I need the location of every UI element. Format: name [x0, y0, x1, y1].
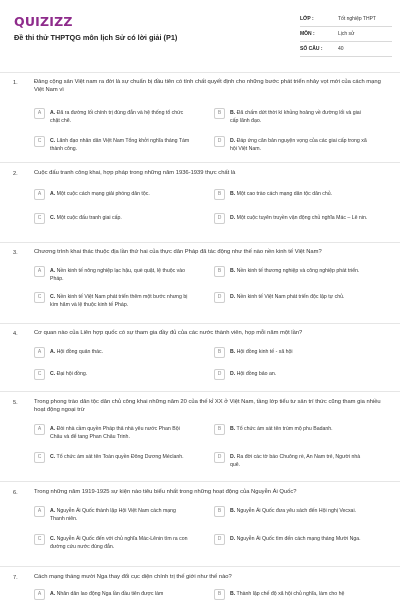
- option-letter-box: D: [214, 136, 225, 147]
- option-letter-box: B: [214, 266, 225, 277]
- option-letter-box: D: [214, 213, 225, 224]
- option-a[interactable]: A A. Hội đồng quản thác.: [34, 347, 190, 361]
- question-text: Trong phong trào dân tộc dân chủ công khai những năm 20 của thế kỉ XX ở Việt Nam, tầng lớp tiểu tư sản trí thức cũng tham gia nhiều hoạt động ngoại trừ: [34, 399, 381, 414]
- option-letter-box: B: [214, 189, 225, 200]
- divider: [0, 72, 400, 73]
- option-letter-box: A: [34, 347, 45, 358]
- question-number: 3.: [13, 250, 18, 256]
- divider: [0, 566, 400, 567]
- question-text: Cách mạng tháng mười Nga thay đổi cục diện chính trị thế giới như thế nào?: [34, 574, 232, 580]
- option-letter-box: D: [214, 292, 225, 303]
- question-text: Chương trình khai thác thuộc địa lần thứ hai của thực dân Pháp đã tác động như thế nào nền kinh tế Việt Nam?: [34, 249, 322, 255]
- option-c[interactable]: C C. Nền kinh tế Việt Nam phát triển thêm một bước nhưng bị kìm hãm và lệ thuộc kinh tế Pháp.: [34, 292, 190, 314]
- option-a[interactable]: A A. Nhân dân lao động Nga lần đầu tiên được làm: [34, 589, 190, 600]
- option-letter-box: A: [34, 189, 45, 200]
- divider: [0, 242, 400, 243]
- meta-row-class: [300, 12, 392, 27]
- option-letter-box: A: [34, 108, 45, 119]
- question-number: 6.: [13, 490, 18, 496]
- question-number: 5.: [13, 400, 18, 406]
- option-letter-box: C: [34, 369, 45, 380]
- option-letter-box: B: [214, 108, 225, 119]
- question-number: 1.: [13, 80, 18, 86]
- option-a[interactable]: A A. Đã ra đường lối chính trị đúng đắn và hệ thống tổ chức chặt chẽ.: [34, 108, 190, 132]
- question-number: 7.: [13, 575, 18, 581]
- document-title: Đề thi thử THPTQG môn lịch Sử có lời giải (P1): [14, 33, 178, 42]
- option-b[interactable]: B B. Nền kinh tế thương nghiệp và công nghiệp phát triển.: [214, 266, 370, 286]
- option-d[interactable]: D D. Hội đồng bảo an.: [214, 369, 370, 383]
- option-d[interactable]: D D. Nền kinh tế Việt Nam phát triển độc lập tự chủ.: [214, 292, 370, 314]
- option-c[interactable]: C C. Nguyễn Ái Quốc đến với chủ nghĩa Mác-Lênin tìm ra con đường cứu nước đúng đắn.: [34, 534, 190, 556]
- meta-value: Tốt nghiệp THPT: [338, 16, 376, 22]
- quizizz-logo: QUIZIZZ: [14, 14, 73, 29]
- option-a[interactable]: A A. Đòi nhà cầm quyền Pháp thả nhà yêu nước Phan Bội Châu và để tang Phan Châu Trinh.: [34, 424, 190, 446]
- option-c[interactable]: C C. Lãnh đạo nhân dân Việt Nam Tổng khởi nghĩa tháng Tám thành công.: [34, 136, 190, 160]
- question-text: Đảng cộng sản Việt nam ra đời là sự chuẩn bị đầu tiên có tính chất quyết định cho những bước phát triển nhảy vọt mới của cách mạng Việt Nam vì: [34, 79, 381, 94]
- option-letter-box: C: [34, 534, 45, 545]
- option-a[interactable]: A A. Nguyễn Ái Quốc thành lập Hội Việt Nam cách mạng Thanh niên.: [34, 506, 190, 528]
- option-b[interactable]: B B. Thành lập chế độ xã hội chủ nghĩa, làm cho hệ: [214, 589, 370, 600]
- option-letter-box: A: [34, 424, 45, 435]
- meta-value: 40: [338, 46, 344, 52]
- option-d[interactable]: D D. Đáp ứng căn bản nguyện vọng của các giai cấp trong xã hội Việt Nam.: [214, 136, 370, 160]
- meta-row-count: [300, 42, 392, 57]
- option-d[interactable]: D D. Nguyễn Ái Quốc tìm đến cách mạng tháng Mười Nga.: [214, 534, 370, 556]
- option-letter-box: B: [214, 506, 225, 517]
- option-c[interactable]: C C. Đại hội đồng.: [34, 369, 190, 383]
- option-letter-box: A: [34, 506, 45, 517]
- meta-value: Lịch sử: [338, 31, 355, 37]
- divider: [0, 323, 400, 324]
- question-text: Cuộc đấu tranh công khai, hợp pháp trong những năm 1936-1939 thực chất là: [34, 170, 236, 176]
- question-text: Cơ quan nào của Liên hợp quốc có sự tham gia đầy đủ của các nước thành viên, họp mỗi năm một lần?: [34, 330, 303, 336]
- option-a[interactable]: A A. Nền kinh tế nông nghiệp lạc hậu, què quặt, lệ thuộc vào Pháp.: [34, 266, 190, 286]
- divider: [0, 481, 400, 482]
- question-text: Trong những năm 1919-1925 sự kiện nào tiêu biểu nhất trong những hoạt động của Nguyễn Ái Quốc?: [34, 489, 297, 495]
- option-b[interactable]: B B. Đã chấm dứt thời kì khủng hoảng về đường lối và giai cấp lãnh đạo.: [214, 108, 370, 132]
- option-letter-box: B: [214, 589, 225, 600]
- question-number: 2.: [13, 171, 18, 177]
- option-letter-box: D: [214, 534, 225, 545]
- meta-row-subject: [300, 27, 392, 42]
- meta-info: [300, 12, 392, 57]
- option-c[interactable]: C C. Tổ chức ám sát tên Toàn quyền Đông Dương Méclanh.: [34, 452, 190, 474]
- divider: [0, 391, 400, 392]
- option-letter-box: C: [34, 452, 45, 463]
- page-header: [0, 0, 400, 62]
- meta-key: LỚP :: [300, 16, 314, 22]
- option-letter-box: A: [34, 589, 45, 600]
- question-number: 4.: [13, 331, 18, 337]
- option-b[interactable]: B B. Tổ chức ám sát tên trùm mộ phu Badanh.: [214, 424, 370, 442]
- option-b[interactable]: B B. Một cao trào cách mạng dân tộc dân chủ.: [214, 189, 370, 207]
- option-letter-box: C: [34, 213, 45, 224]
- option-letter-box: B: [214, 347, 225, 358]
- option-letter-box: D: [214, 452, 225, 463]
- option-letter-box: D: [214, 369, 225, 380]
- option-b[interactable]: B B. Nguyễn Ái Quốc đưa yêu sách đến Hội nghị Vecxai.: [214, 506, 370, 528]
- option-c[interactable]: C C. Một cuộc đấu tranh giai cấp.: [34, 213, 190, 233]
- option-letter-box: C: [34, 136, 45, 147]
- option-a[interactable]: A A. Một cuộc cách mạng giải phóng dân tộc.: [34, 189, 190, 207]
- option-b[interactable]: B B. Hội đồng kinh tế - xã hội: [214, 347, 370, 361]
- option-d[interactable]: D D. Một cuộc tuyên truyền vận động chủ nghĩa Mác – Lê nin.: [214, 213, 370, 233]
- option-d[interactable]: D D. Ra đời các tờ báo Chuông rè, An Nam trẻ, Người nhà quê.: [214, 452, 370, 474]
- option-letter-box: C: [34, 292, 45, 303]
- divider: [0, 162, 400, 163]
- meta-key: SỐ CÂU :: [300, 46, 323, 52]
- option-letter-box: B: [214, 424, 225, 435]
- meta-key: MÔN :: [300, 31, 315, 37]
- option-letter-box: A: [34, 266, 45, 277]
